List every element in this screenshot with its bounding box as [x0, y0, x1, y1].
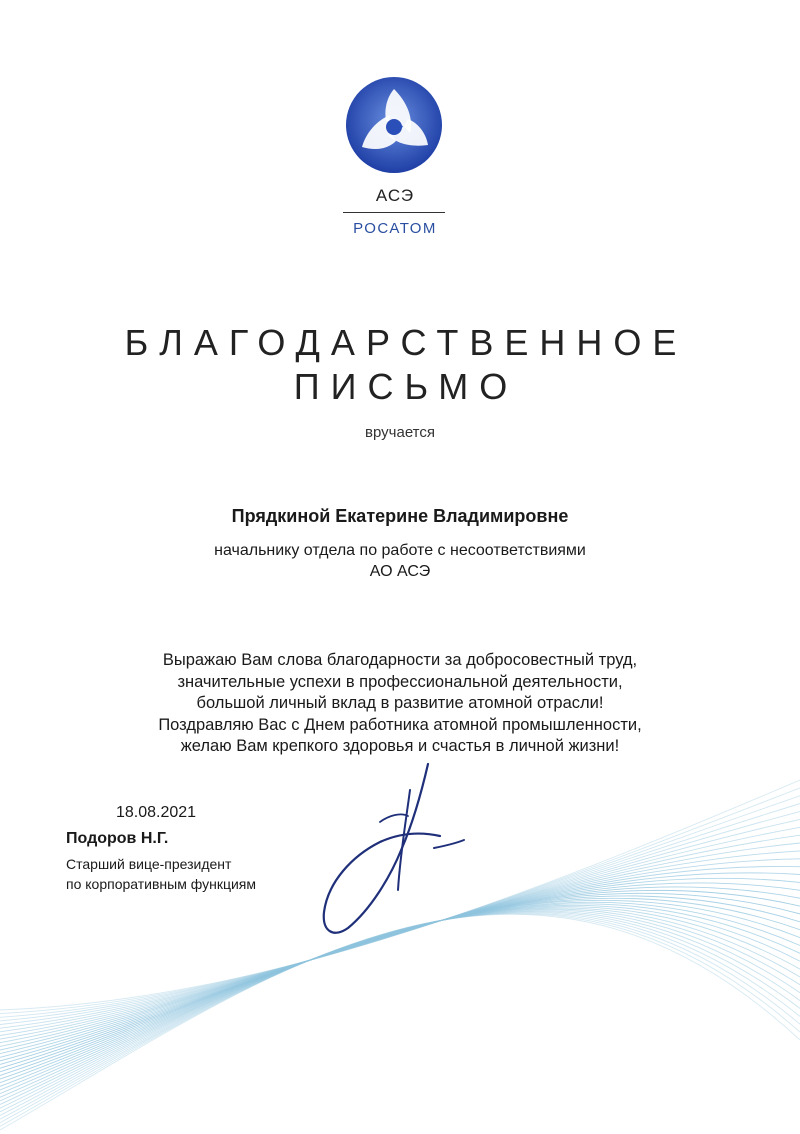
- wave-line: [0, 911, 800, 1112]
- document-title-line2: ПИСЬМО: [293, 366, 519, 407]
- message-line: Выражаю Вам слова благодарности за добросовестный труд,: [162, 651, 638, 669]
- signer-name: Подоров Н.Г.: [66, 830, 169, 847]
- message-line: желаю Вам крепкого здоровья и счастья в личной жизни!: [180, 737, 620, 755]
- company-parent-name: РОСАТОМ: [353, 220, 437, 237]
- signer-role-line2: по корпоративным функциям: [66, 876, 256, 892]
- wave-line: [0, 914, 800, 1127]
- brand-divider: [343, 212, 445, 213]
- document-subtitle: вручается: [365, 424, 435, 441]
- recipient-position-line1: начальнику отдела по работе с несоответствиями: [214, 542, 586, 559]
- handwritten-signature: [310, 760, 480, 940]
- company-short-name: АСЭ: [375, 186, 415, 205]
- document-date: 18.08.2021: [116, 804, 197, 821]
- message-line: Поздравляю Вас с Днем работника атомной промышленности,: [158, 715, 642, 734]
- signer-role-line1: Старший вице-президент: [66, 856, 232, 872]
- recipient-position-line2: АО АСЭ: [369, 563, 431, 580]
- wave-line: [0, 914, 800, 1130]
- recipient-name: Прядкиной Екатерине Владимировне: [231, 506, 569, 526]
- message-body: [0, 650, 800, 758]
- signer-role: [66, 854, 256, 894]
- message-line: значительные успехи в профессиональной деятельности,: [177, 672, 623, 691]
- recipient-position: [0, 540, 800, 582]
- document-title-line1: БЛАГОДАРСТВЕННОЕ: [124, 322, 688, 363]
- rosatom-logo-icon: [344, 75, 444, 175]
- message-line: большой личный вклад в развитие атомной отрасли!: [196, 694, 604, 712]
